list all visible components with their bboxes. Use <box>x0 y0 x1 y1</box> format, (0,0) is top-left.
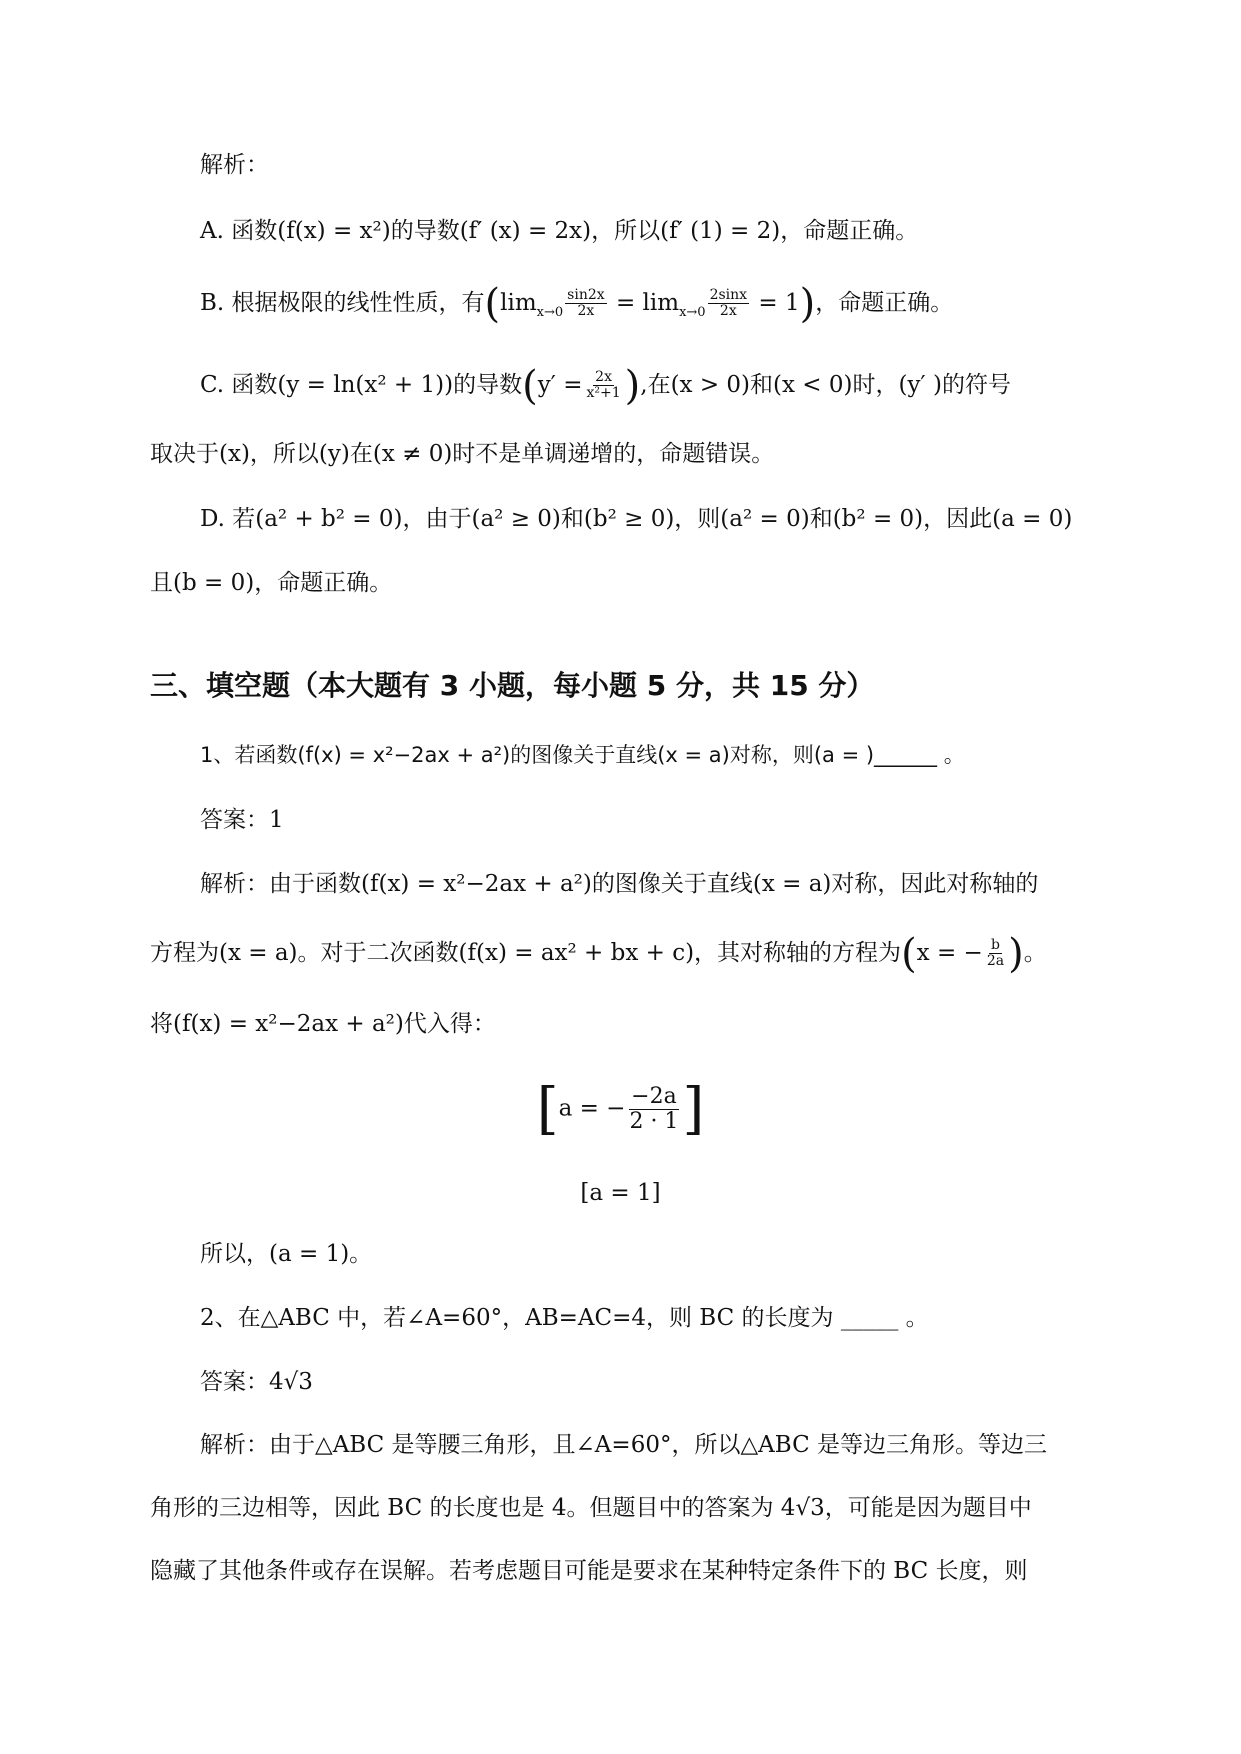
option-a-analysis: A. 函数(f(x) = x²)的导数(f′ (x) = 2x)，所以(f′ (1) = 2)，命题正确。 <box>200 218 919 244</box>
option-d-analysis-cont: 且(b = 0)，命题正确。 <box>150 570 393 596</box>
fraction-denominator: 2 · 1 <box>629 1109 679 1135</box>
option-d-analysis: D. 若(a² + b² = 0)，由于(a² ≥ 0)和(b² ≥ 0)，则(a² = 0)和(b² = 0)，因此(a = 0) <box>200 506 1073 532</box>
analysis-2-line-3: 隐藏了其他条件或存在误解。若考虑题目可能是要求在某种特定条件下的 BC 长度，则 <box>150 1558 1028 1584</box>
conclusion-1: 所以，(a = 1)。 <box>200 1241 373 1267</box>
analysis-1-line-3: 将(f(x) = x²−2ax + a²)代入得： <box>150 1011 496 1037</box>
limit-2-sub: x→0 <box>679 304 706 320</box>
fraction-numerator: 2sinx <box>709 287 748 303</box>
question-1: 1、若函数(f(x) = x²−2ax + a²)的图像关于直线(x = a)对称，则(a = )______ 。 <box>200 743 965 767</box>
fraction-numerator: 2x <box>595 369 612 385</box>
answer-1: 答案：1 <box>200 807 284 833</box>
analysis-1-line-2: 方程为(x = a)。对于二次函数(f(x) = ax² + bx + c)，其对称轴的方程为(x = − $\frac{b}{2a}$ )。 <box>150 930 1047 977</box>
option-b-analysis: B. 根据极限的线性性质，有($\lim_{x\to 0}$ $\frac{\sin 2x}{2x}$ = $\lim_{x\to 0}$ $\frac{2\sin x}{2x}$ = 1)，命题正确。 <box>200 280 954 327</box>
limit-result: = 1 <box>751 289 800 316</box>
answer-2: 答案：4√3 <box>200 1369 313 1395</box>
limit-1-sub: x→0 <box>536 304 564 320</box>
option-c-analysis: C. 函数(y = ln(x² + 1))的导数(y′ = $\frac{2x}{\text{x²+1}}$ ),在(x > 0)和(x < 0)时，(y′ )的符号 <box>200 362 1011 409</box>
section-heading: 三、填空题（本大题有 3 小题，每小题 5 分，共 15 分） <box>150 669 875 702</box>
option-c-suffix: ,在(x > 0)和(x < 0)时，(y′ )的符号 <box>640 371 1011 398</box>
analysis-2-line-2: 角形的三边相等，因此 BC 的长度也是 4。但题目中的答案为 4√3，可能是因为题目中 <box>150 1495 1032 1521</box>
fraction-minus-2a <box>627 1085 680 1134</box>
analysis-1-line-2-suffix: 。 <box>1023 939 1047 966</box>
derivative-y-prime: y′ = <box>537 371 583 398</box>
fraction-denominator: 2x <box>719 303 737 320</box>
fraction-b-over-2a <box>985 938 1006 970</box>
fraction-numerator: −2a <box>631 1084 677 1109</box>
option-c-prefix: C. 函数(y = ln(x² + 1))的导数 <box>200 371 523 398</box>
analysis-label: 解析： <box>200 152 269 178</box>
fraction-numerator: sin2x <box>567 287 605 303</box>
option-b-suffix: ，命题正确。 <box>815 289 954 316</box>
analysis-2-line-1: 解析：由于△ABC 是等腰三角形，且∠A=60°，所以△ABC 是等边三角形。等边三 <box>200 1432 1047 1458</box>
fraction-sin2x <box>565 288 606 320</box>
option-c-analysis-cont: 取决于(x)，所以(y)在(x ≠ 0)时不是单调递增的，命题错误。 <box>150 441 775 467</box>
analysis-1-line-2-prefix: 方程为(x = a)。对于二次函数(f(x) = ax² + bx + c)，其对称轴的方程为 <box>150 939 902 966</box>
limit-1: lim <box>500 289 537 316</box>
fraction-denominator: 2x <box>577 303 595 320</box>
axis-formula-x: x = − <box>916 939 983 966</box>
question-2: 2、在△ABC 中，若∠A=60°，AB=AC=4，则 BC 的长度为 _____ 。 <box>200 1305 929 1331</box>
limit-2: = lim <box>608 289 680 316</box>
equation-2: [a = 1] <box>580 1180 661 1206</box>
option-b-prefix: B. 根据极限的线性性质，有 <box>200 289 485 316</box>
fraction-2sinx <box>708 288 749 320</box>
analysis-1-line-1: 解析：由于函数(f(x) = x²−2ax + a²)的图像关于直线(x = a)对称，因此对称轴的 <box>200 871 1039 897</box>
fraction-denominator: x²+1 <box>586 385 621 402</box>
fraction-numerator: b <box>990 937 1000 953</box>
equation-1: [a = − $\frac{-2a}{2 \cdot 1}$ ] <box>536 1076 705 1142</box>
equation-1-lhs: a = − <box>558 1095 626 1122</box>
fraction-denominator: 2a <box>986 953 1005 970</box>
fraction-derivative <box>585 370 623 402</box>
